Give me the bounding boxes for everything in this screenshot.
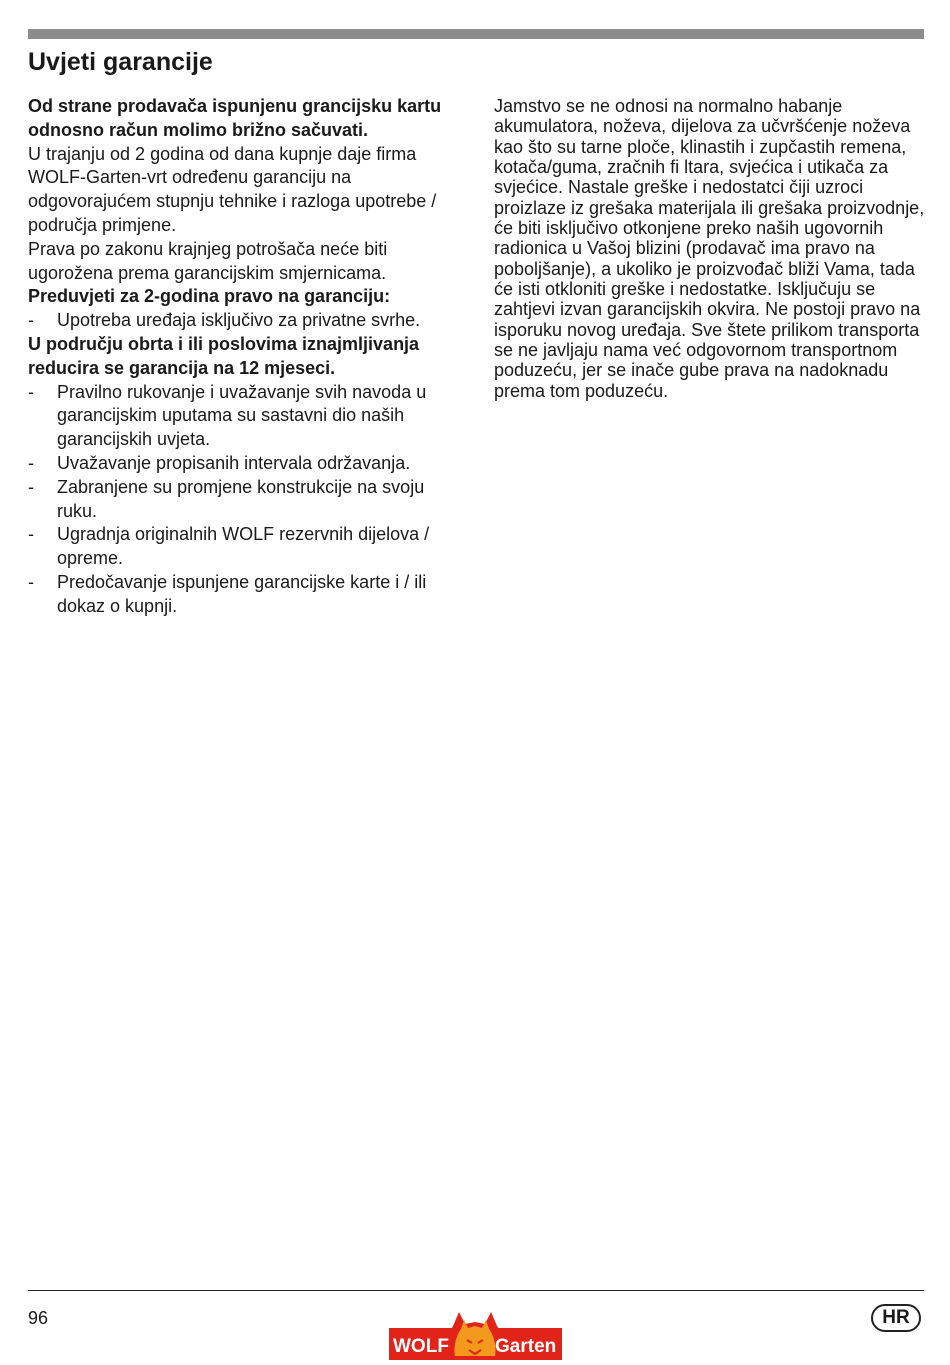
list-item: - Zabranjene su promjene konstrukcije na svoju ruku. (28, 476, 425, 521)
left-column (28, 95, 460, 619)
paragraph-consumer-rights: Prava po zakonu krajnjeg potrošača neće biti ugorožena prema garancijskim smjernicama. (28, 238, 388, 283)
paragraph-warranty-period: U trajanju od 2 godina od dana kupnje daje firma WOLF-Garten-vrt određenu garanciju na odgovorajućem stupnju tehnike i razloga upotrebe / područja primjene. (28, 143, 437, 235)
conditions-list (28, 381, 460, 619)
list-item: - Ugradnja originalnih WOLF rezervnih dijelova / opreme. (28, 524, 430, 569)
intro-bold: Od strane prodavača ispunjenu grancijsku kartu odnosno račun molimo brižno sačuvati. (28, 96, 442, 140)
footer-rule (28, 1290, 924, 1291)
language-badge: HR (871, 1304, 921, 1332)
svg-text:WOLF: WOLF (393, 1336, 449, 1357)
commercial-notice: U području obrta i ili poslovima iznajmljivanja reducira se garancija na 12 mjeseci. (28, 333, 420, 378)
list-item: - Predočavanje ispunjene garancijske karte i / ili dokaz o kupnji. (28, 571, 427, 616)
exclusions-paragraph: Jamstvo se ne odnosi na normalno habanje akumulatora, noževa, dijelova za učvršćenje noževa kao što su tarne ploče, klinastih i zupčastih remena, kotača/guma, zračnih fi ltara, svjećica i utikača za svjećice. Nastale greške i nedostatci čiji uzroci proizlaze iz grešaka materijala ili grešaka proizvodnje, će biti isključivo otkonjene preko naših ugovornih radionica u Vašoj blizini (prodavač ima pravo na poboljšanje), a ukoliko je proizvođač bliži Vama, tada će isti otkloniti greške i nedostatke. Isključuju se zahtjevi izvan garancijskih okvira. Ne postoji pravo na isporuku novog uređaja. Sve štete prilikom transporta se ne javljaju nama već odgovornom transportnom poduzeću, jer se inače gube prava na nadoknadu prema tom poduzeću. (494, 96, 925, 401)
list-item: - Uvažavanje propisanih intervala održavanja. (28, 452, 411, 473)
prereq-heading: Preduvjeti za 2-godina pravo na garanciju: (28, 286, 391, 307)
page-title: Uvjeti garancije (28, 48, 213, 76)
prereq-list (28, 309, 460, 333)
wolf-garten-logo (389, 1310, 562, 1362)
svg-text:Garten: Garten (495, 1336, 557, 1357)
list-item: - Upotreba uređaja isključivo za privatne svrhe. (28, 310, 421, 331)
header-bar (28, 29, 924, 39)
list-item: - Pravilno rukovanje i uvažavanje svih navoda u garancijskim uputama su sastavni dio naših garancijskih uvjeta. (28, 381, 427, 450)
page-number: 96 (28, 1308, 49, 1328)
